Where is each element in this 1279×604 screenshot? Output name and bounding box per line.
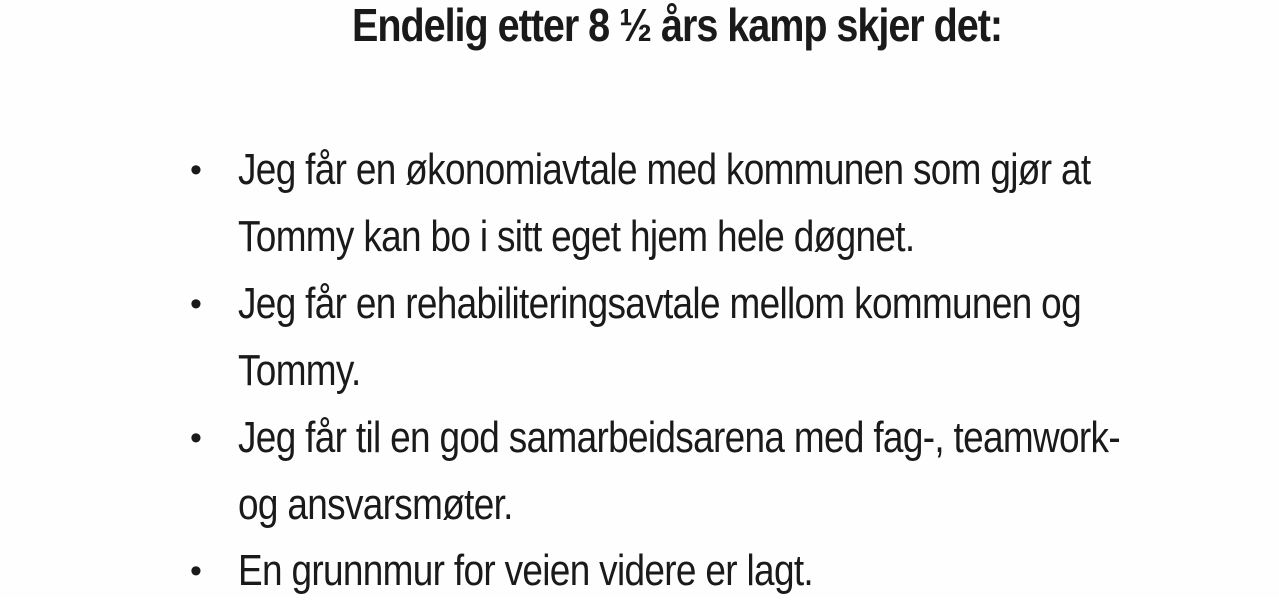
bullet-text — [238, 136, 1246, 270]
bullet-dot-icon: • — [190, 552, 202, 590]
bullet-line-1: Jeg får en rehabiliteringsavtale mellom kommunen og — [238, 279, 1081, 328]
slide-title: Endelig etter 8 ½ års kamp skjer det: — [352, 0, 1003, 51]
bullet-line-2: Tommy. — [238, 346, 361, 395]
bullet-text — [238, 404, 1246, 538]
bullet-line-2: og ansvarsmøter. — [238, 480, 513, 529]
bullet-line-1: Jeg får til en god samarbeidsarena med fag-, teamwork- — [238, 413, 1120, 462]
bullet-line-2: Tommy kan bo i sitt eget hjem hele døgnet. — [238, 212, 915, 261]
bullet-dot-icon: • — [190, 419, 202, 457]
bullet-dot-icon: • — [190, 285, 202, 323]
bullet-line-1: Jeg får en økonomiavtale med kommunen som gjør at — [238, 145, 1091, 194]
bullet-text — [238, 537, 1246, 604]
bullet-text — [238, 270, 1246, 404]
bullet-line-1: En grunnmur for veien videre er lagt. — [238, 546, 814, 595]
bullet-dot-icon: • — [190, 151, 202, 189]
